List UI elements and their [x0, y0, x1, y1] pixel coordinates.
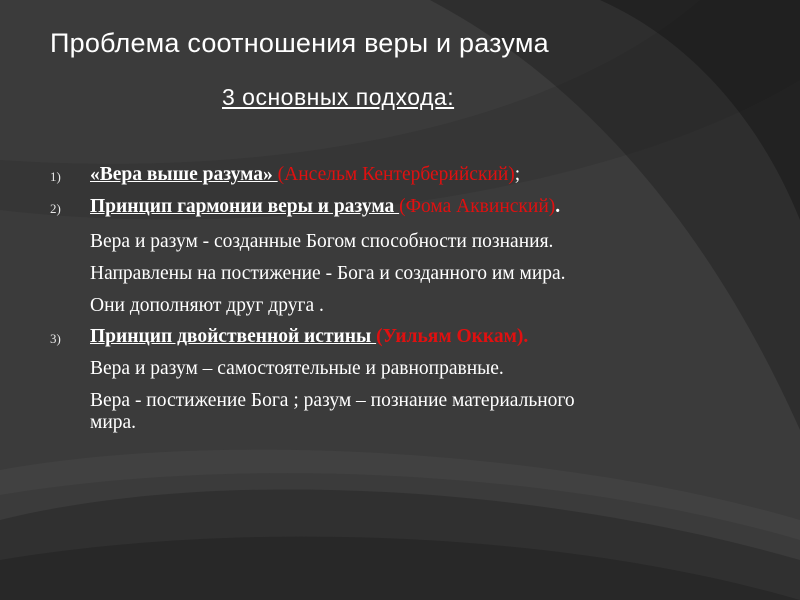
list-item	[90, 326, 528, 348]
approach-trail: .	[555, 196, 561, 217]
approach-author: (Фома Аквинский)	[399, 196, 556, 217]
list-number: 2)	[50, 201, 61, 216]
list-number: 1)	[50, 169, 61, 184]
list-item	[90, 196, 560, 218]
approach-author: (Ансельм Кентерберийский)	[277, 164, 515, 185]
approach-description: Вера и разум - созданные Богом способности познания.	[90, 231, 554, 252]
approach-description: Вера и разум – самостоятельные и равноправные.	[90, 358, 504, 379]
approach-heading: Принцип двойственной истины	[90, 326, 377, 347]
list-number: 3)	[50, 331, 61, 346]
slide-subtitle: 3 основных подхода:	[222, 84, 455, 110]
approach-description: Вера - постижение Бога ; разум – познание материального	[90, 390, 575, 411]
list-item	[90, 164, 520, 186]
approach-heading: «Вера выше разума»	[90, 164, 278, 185]
slide-title: Проблема соотношения веры и разума	[50, 28, 549, 58]
approach-heading: Принцип гармонии веры и разума	[90, 196, 400, 217]
approach-trail: ;	[514, 164, 521, 185]
approach-description: мира.	[90, 412, 137, 433]
approach-description: Направлены на постижение - Бога и созданного им мира.	[90, 263, 566, 284]
approach-author: (Уильям Оккам).	[376, 326, 529, 347]
approach-description: Они дополняют друг друга .	[90, 295, 324, 316]
